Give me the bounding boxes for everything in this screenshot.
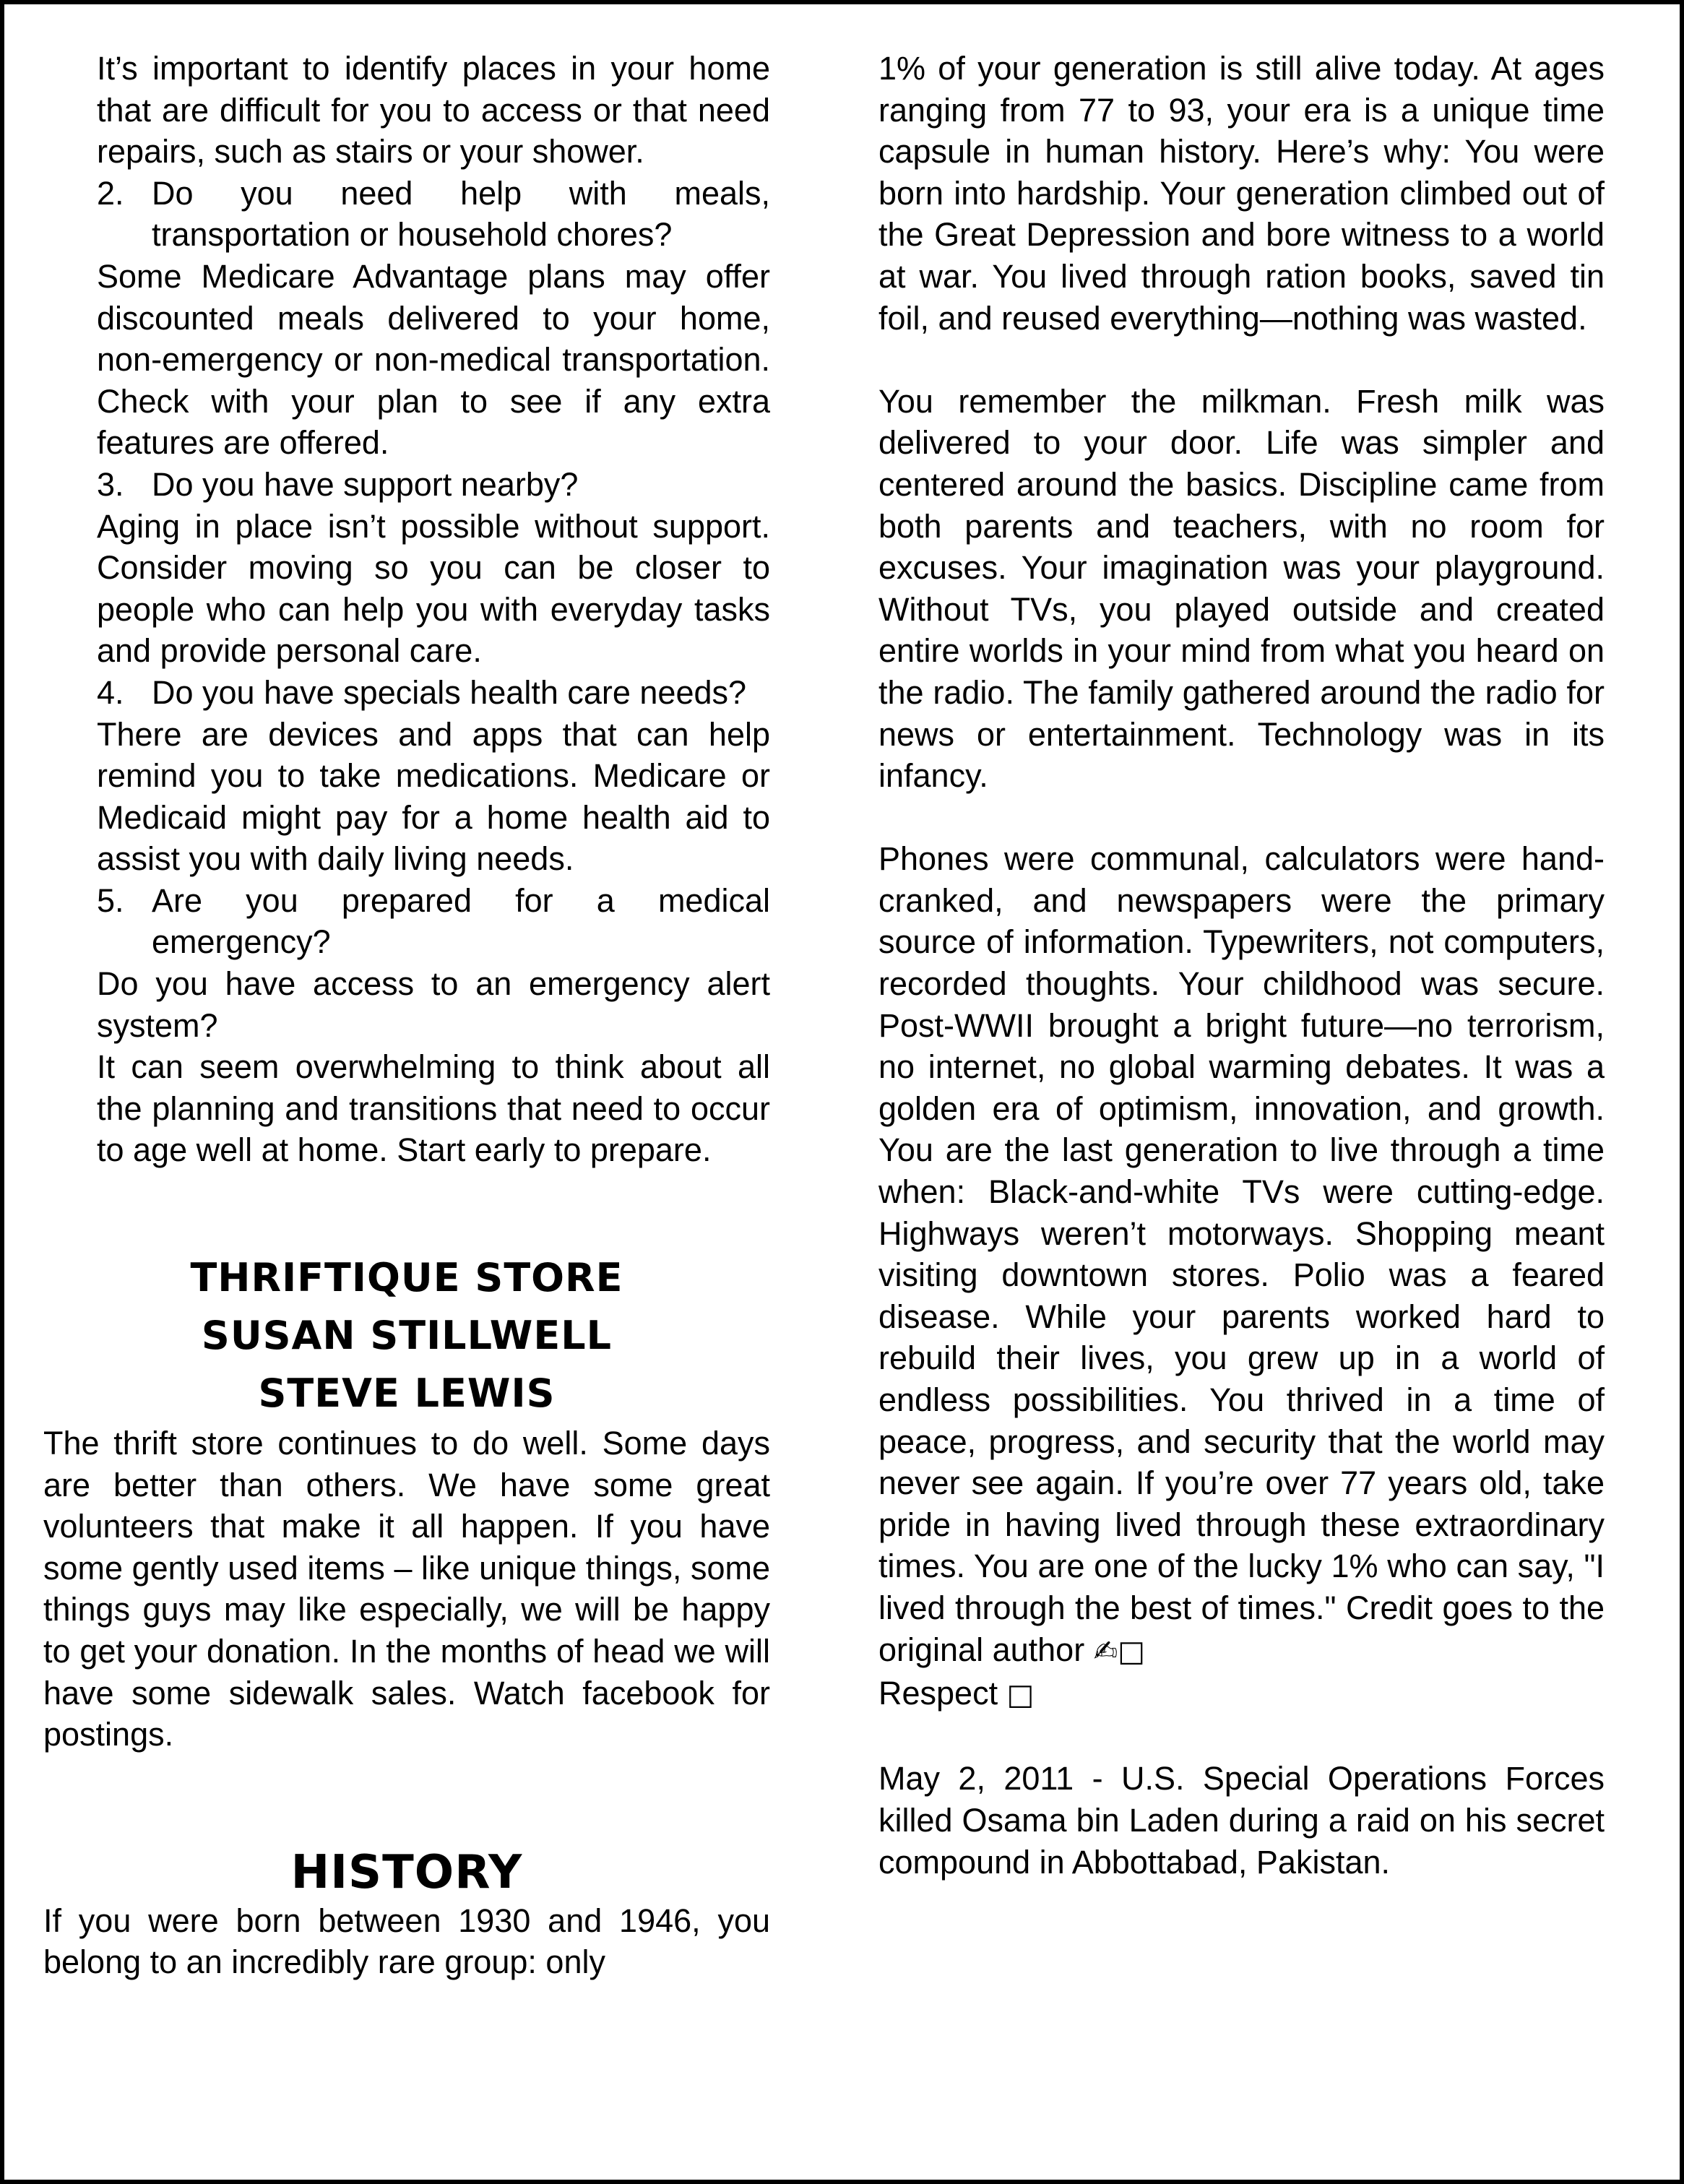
section-spacer xyxy=(43,1171,770,1249)
history-paragraph-3-text: Phones were communal, calculators were hand-cranked, and newspapers were the primary source of information. Typewriters, not computers, recorded thoughts. Your childhood was secure. Post-WWII brought a bright future—no terrorism, no internet, no global warming debates. It was a golden era of optimism, innovation, and growth. You are the last generation to live through a time when: Black-and-white TVs were cutting-edge. Highways weren’t motorways. Shopping meant visiting downtown stores. Polio was a feared disease. While your parents worked hard to rebuild their lives, you grew up in a world of endless possibilities. You thrived in a time of peace, progress, and security that the world may never see again. If you’re over 77 years old, take pride in having lived through these extraordinary times. You are one of the lucky 1% who can say, "I lived through the best of times." Credit goes to the original author xyxy=(878,840,1605,1668)
history-paragraph-2: You remember the milkman. Fresh milk was delivered to your door. Life was simpler and centered around the basics. Discipline came from both parents and teachers, with no room for excuses. Your imagination was your playground. Without TVs, you played outside and created entire worlds in your mind from what you heard on the radio. The family gathered around the radio for news or entertainment. Technology was in its infancy. xyxy=(878,382,1605,795)
list-answer: Do you have access to an emergency alert system? xyxy=(97,965,770,1044)
list-item-5 xyxy=(97,880,770,963)
respect-text: Respect xyxy=(878,1675,998,1712)
list-question: Do you have support nearby? xyxy=(152,465,579,503)
list-answer: There are devices and apps that can help remind you to take medications. Medicare or Medicaid might pay for a home health aid to assist you with daily living needs. xyxy=(97,715,770,878)
history-section xyxy=(43,1845,770,1983)
list-item-2 xyxy=(97,173,770,256)
aging-in-place-section xyxy=(43,48,770,1171)
writing-hand-icon: ✍□ xyxy=(1093,1634,1146,1668)
left-column xyxy=(43,48,770,1983)
respect-line xyxy=(878,1672,1605,1717)
history-paragraph-3 xyxy=(878,838,1605,1672)
list-item-4 xyxy=(97,672,770,714)
list-answer: Aging in place isn’t possible without support. Consider moving so you can be closer to people who can help you with everyday tasks and provide personal care. xyxy=(97,507,770,670)
list-answer: Some Medicare Advantage plans may offer discounted meals delivered to your home, non-emergency or non-medical transportation. Check with your plan to see if any extra features are offered. xyxy=(97,257,770,462)
list-number: 4. xyxy=(97,673,124,711)
store-heading-line-3: STEVE LEWIS xyxy=(258,1371,556,1417)
store-heading-line-1: THRIFTIQUE STORE xyxy=(190,1255,623,1301)
list-item-3 xyxy=(97,464,770,506)
right-column xyxy=(878,48,1605,1883)
list-question: Are you prepared for a medical emergency? xyxy=(152,881,770,961)
list-number: 5. xyxy=(97,881,124,919)
store-heading-line-2: SUSAN STILLWELL xyxy=(201,1313,613,1359)
list-question: Do you need help with meals, transportation or household chores? xyxy=(152,174,770,254)
section-spacer xyxy=(43,1756,770,1845)
list-question: Do you have specials health care needs? xyxy=(152,673,747,711)
thriftique-store-section xyxy=(43,1249,770,1756)
history-heading: HISTORY xyxy=(290,1845,523,1899)
intro-paragraph: It’s important to identify places in your home that are difficult for you to access or that need repairs, such as stairs or your shower. xyxy=(97,50,770,171)
paragraph-spacer xyxy=(878,797,1605,839)
store-body: The thrift store continues to do well. Some days are better than others. We have some great volunteers that make it all happen. If you have some gently used items – like unique things, some things guys may like especially, we will be happy to get your donation. In the months of head we will have some sidewalk sales. Watch facebook for postings. xyxy=(43,1425,770,1753)
history-body-start: If you were born between 1930 and 1946, you belong to an incredibly rare group: only xyxy=(43,1902,770,1981)
paragraph-spacer xyxy=(878,1717,1605,1758)
paragraph-spacer xyxy=(878,339,1605,381)
list-number: 2. xyxy=(97,174,124,212)
closing-paragraph: It can seem overwhelming to think about all the planning and transitions that need to occur to age well at home. Start early to prepare. xyxy=(97,1048,770,1169)
history-paragraph-4: May 2, 2011 - U.S. Special Operations Forces killed Osama bin Laden during a raid on his secret compound in Abbottabad, Pakistan. xyxy=(878,1760,1605,1881)
missing-glyph-icon: □ xyxy=(1006,1678,1035,1712)
list-number: 3. xyxy=(97,465,124,503)
history-paragraph-1: 1% of your generation is still alive today. At ages ranging from 77 to 93, your era is a unique time capsule in human history. Here’s why: You were born into hardship. Your generation climbed out of the Great Depression and bore witness to a world at war. You lived through ration books, saved tin foil, and reused everything—nothing was wasted. xyxy=(878,50,1605,337)
